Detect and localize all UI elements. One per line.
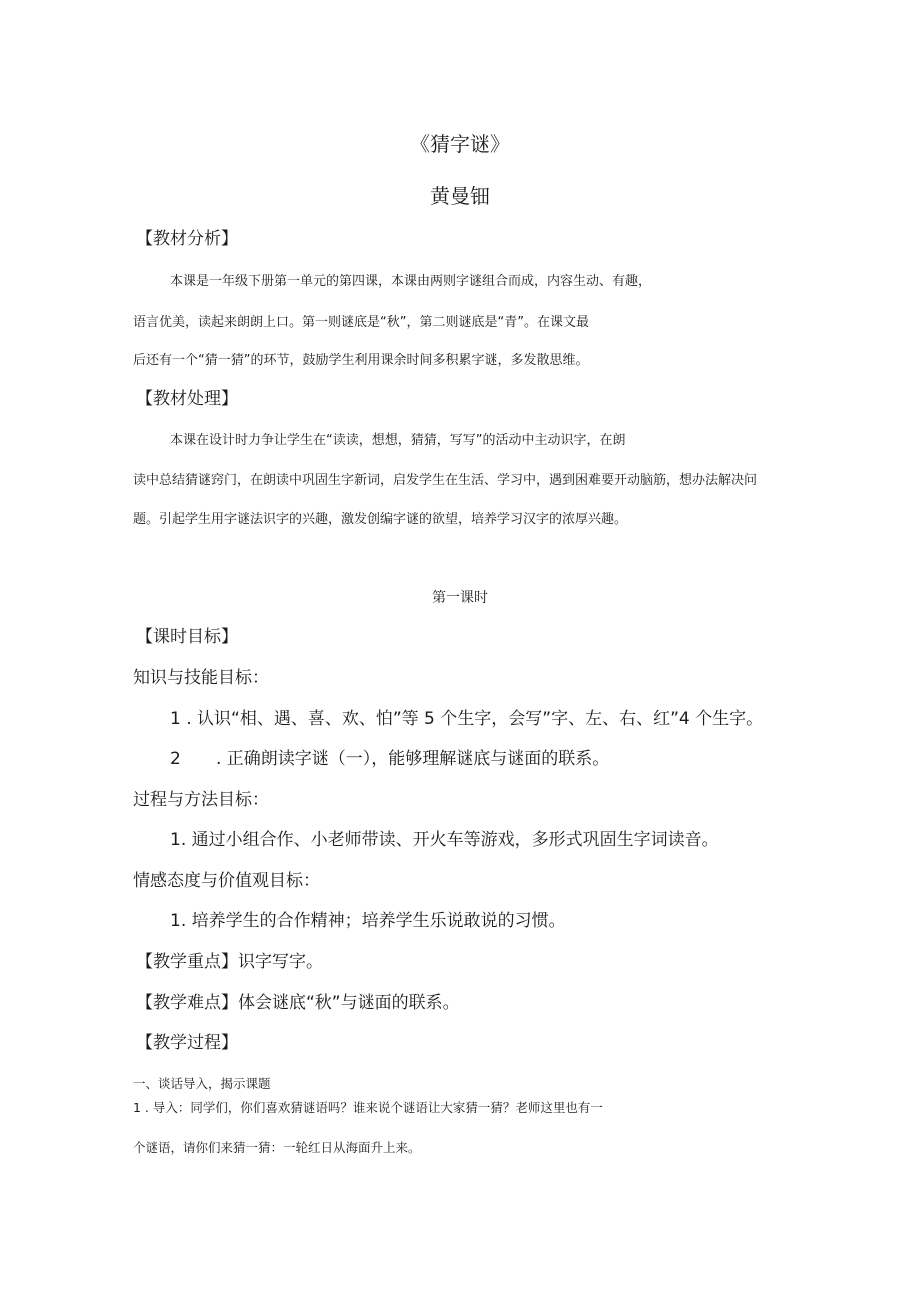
key-point: 【教学重点】识字写字。 <box>136 952 323 972</box>
analysis-line-2: 语言优美，读起来朗朗上口。第一则谜底是“秋”，第二则谜底是“青”。在课文最 <box>133 315 589 330</box>
difficulty-point: 【教学难点】体会谜底“秋”与谜面的联系。 <box>136 993 460 1013</box>
step-1-heading: 一、谈话导入，揭示课题 <box>133 1076 271 1091</box>
emotion-goal-1: 1. 培养学生的合作精神；培养学生乐说敢说的习惯。 <box>170 911 566 931</box>
document-title: 《猜字谜》 <box>410 132 510 156</box>
knowledge-goal-2-number: 2 <box>170 749 181 769</box>
analysis-heading: 【教材分析】 <box>136 229 238 249</box>
process-goal-1: 1. 通过小组合作、小老师带读、开火车等游戏，多形式巩固生字词读音。 <box>170 830 719 850</box>
goals-heading: 【课时目标】 <box>136 627 238 647</box>
knowledge-goal-1: 1 . 认识“相、遇、喜、欢、怕”等 5 个生字，会写”字、左、右、红”4 个生字。 <box>170 709 764 729</box>
step-1-line-2: 个谜语，请你们来猜一猜：一轮红日从海面升上来。 <box>133 1140 421 1155</box>
analysis-line-1: 本课是一年级下册第一单元的第四课，本课由两则字谜组合而成，内容生动、有趣， <box>170 274 652 289</box>
knowledge-heading: 知识与技能目标： <box>133 668 269 688</box>
treatment-line-2: 读中总结猜谜窍门，在朗读中巩固生字新词，启发学生在生活、学习中，遇到困难要开动脑筋，想办法解决问 <box>133 473 758 488</box>
treatment-line-3: 题。引起学生用字谜法识字的兴趣，激发创编字谜的欲望，培养学习汉字的浓厚兴趣。 <box>133 512 628 527</box>
process-title: 【教学过程】 <box>136 1033 238 1053</box>
knowledge-goal-2: . 正确朗读字谜（一），能够理解谜底与谜面的联系。 <box>216 749 610 769</box>
emotion-heading: 情感态度与价值观目标： <box>133 871 320 891</box>
lesson-title: 第一课时 <box>432 590 488 606</box>
treatment-line-1: 本课在设计时力争让学生在“读读，想想，猜猜，写写”的活动中主动识字，在朗 <box>170 433 626 448</box>
step-1-line-1: 1 . 导入：同学们，你们喜欢猜谜语吗？谁来说个谜语让大家猜一猜？老师这里也有一 <box>133 1100 603 1115</box>
process-heading: 过程与方法目标： <box>133 790 269 810</box>
author-name: 黄曼钿 <box>430 184 490 208</box>
analysis-line-3: 后还有一个“猜一猜”的环节，鼓励学生利用课余时间多积累字谜，多发散思维。 <box>133 353 589 368</box>
treatment-heading: 【教材处理】 <box>136 389 238 409</box>
